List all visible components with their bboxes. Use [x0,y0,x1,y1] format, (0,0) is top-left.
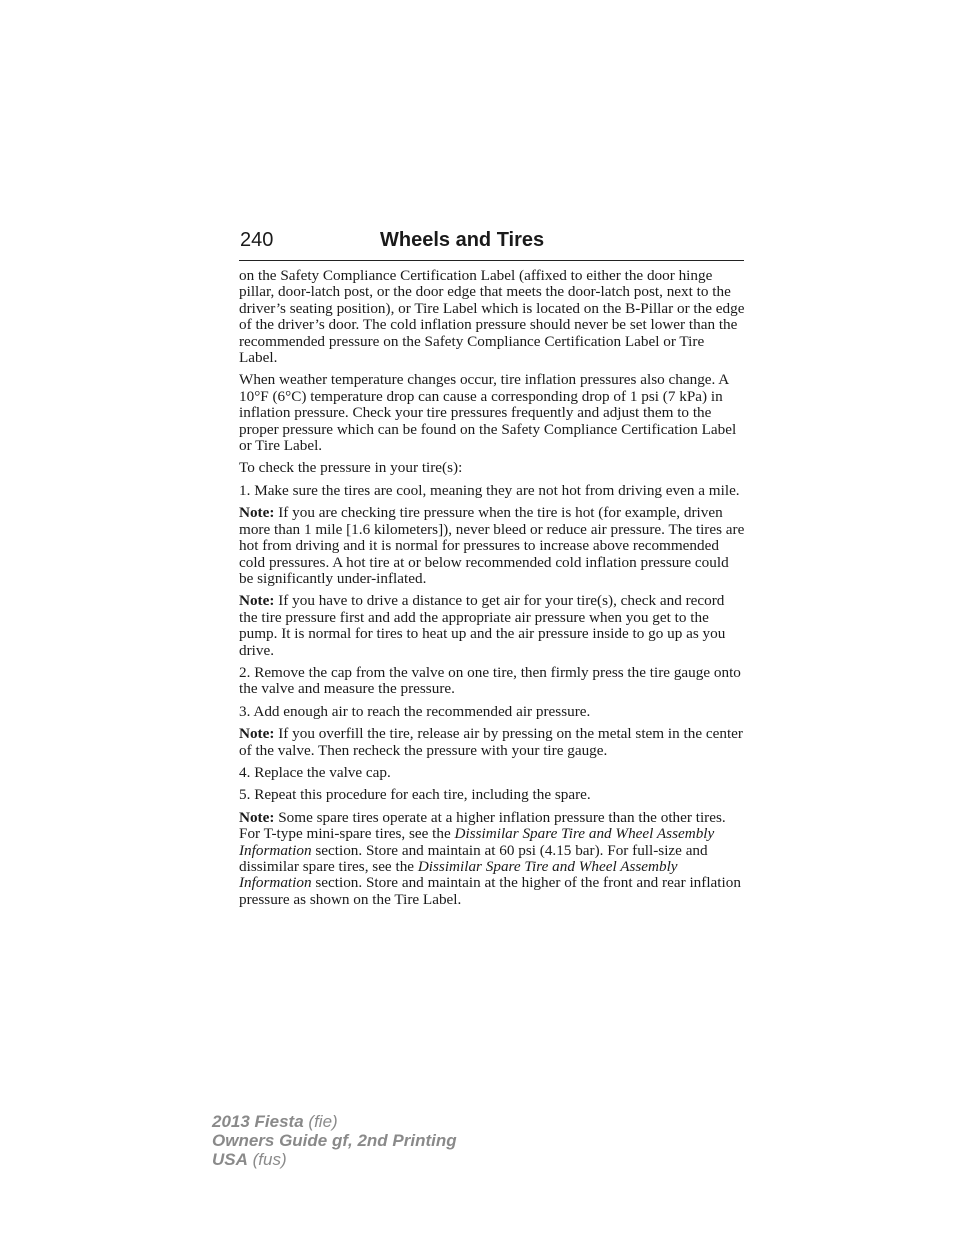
note-overfill [239,726,745,759]
footer-model-code: (fie) [303,1112,338,1131]
page-header [239,228,744,261]
step-3: 3. Add enough air to reach the recommended air pressure. [239,702,591,720]
note-label: Note: [239,504,275,522]
footer-model-line [212,1112,457,1131]
note-text: If you overfill the tire, release air by pressing on the metal stem in the center of the valve. Then recheck the pressure with your tire gauge. [239,725,743,759]
step-4: 4. Replace the valve cap. [239,763,391,781]
note-drive-distance [239,593,745,659]
paragraph-cold-pressure-label: on the Safety Compliance Certification Label (affixed to either the door hinge pillar, door-latch post, or the door edge that meets the door-latch post, next to the driver’s seating position), or Tire Label which is located on the B-Pillar or the edge of the driver’s door. The cold inflation pressure should never be set lower than the recommended pressure on the Safety Compliance Certification Label or Tire Label. [239,267,745,367]
note-label: Note: [239,725,275,743]
section-title: Wheels and Tires [380,229,545,251]
footer-market-line [212,1150,457,1169]
footer-guide-line: Owners Guide gf, 2nd Printing [212,1131,457,1150]
note-spare-tires [239,810,745,908]
page-footer [212,1112,457,1169]
note-text: section. Store and maintain at the higher of the front and rear inflation pressure as shown on the Tire Label. [239,874,741,908]
step-1: 1. Make sure the tires are cool, meaning they are not hot from driving even a mile. [239,481,740,499]
footer-model: 2013 Fiesta [212,1112,304,1131]
note-hot-tire [239,505,745,587]
note-label: Note: [239,592,275,610]
paragraph-temperature-change: When weather temperature changes occur, tire inflation pressures also change. A 10°F (6°C) temperature drop can cause a corresponding drop of 1 psi (7 kPa) in inflation pressure. Check your tire pressures frequently and adjust them to the proper pressure which can be found on the Safety Compliance Certification Label or Tire Label. [239,371,737,455]
body-text [239,268,745,914]
step-5: 5. Repeat this procedure for each tire, including the spare. [239,786,591,804]
footer-market-code: (fus) [247,1150,287,1169]
note-label: Note: [239,808,275,826]
note-text: If you are checking tire pressure when the tire is hot (for example, driven more than 1 mile [1.6 kilometers]), never bleed or reduce air pressure. The tires are hot from driving and it is normal for pressures to increase above recommended cold pressures. A hot tire at or below recommended cold inflation pressure could be significantly under-inflated. [239,504,745,587]
note-text: If you have to drive a distance to get air for your tire(s), check and record the tire pressure first and add the appropriate air pressure when you get to the pump. It is normal for tires to heat up and the air pressure inside to go up as you drive. [239,592,726,659]
step-2: 2. Remove the cap from the valve on one tire, then firmly press the tire gauge onto the valve and measure the pressure. [239,663,741,698]
note-text: Some spare tires operate at a higher inflation pressure than the other tires. For T-type mini-spare tires, see the [239,808,726,843]
paragraph-check-intro: To check the pressure in your tire(s): [239,459,463,477]
cross-reference: Dissimilar Spare Tire and Wheel Assembly Information [239,825,715,859]
note-text: section. Store and maintain at 60 psi (4.15 bar). For full-size and dissimilar spare tires, see the [239,841,708,875]
footer-market: USA [212,1150,248,1169]
page-number: 240 [240,229,274,251]
cross-reference: Dissimilar Spare Tire and Wheel Assembly Information [239,858,678,892]
